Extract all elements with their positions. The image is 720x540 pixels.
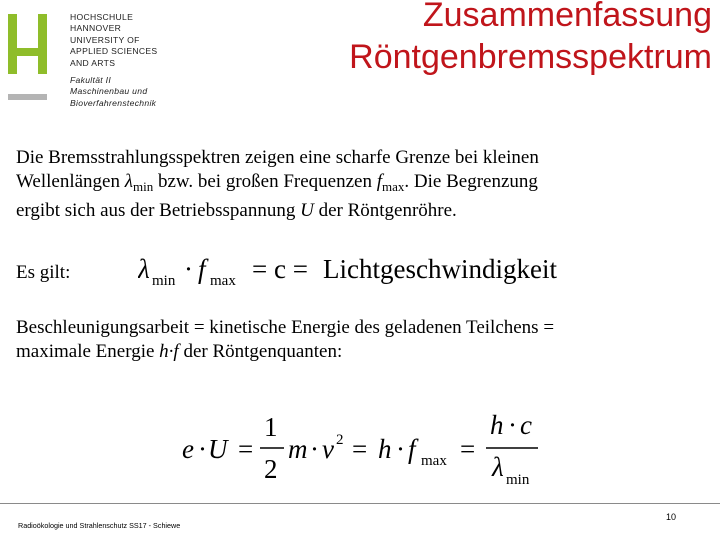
logo-line: APPLIED SCIENCES (70, 46, 158, 57)
paragraph-line (16, 170, 539, 199)
eq2-h: h (378, 434, 392, 464)
paragraph-line (16, 340, 554, 364)
equation-energy (178, 408, 548, 490)
eq-lichtgeschwindigkeit: Lichtgeschwindigkeit (323, 254, 557, 284)
hochschule-h-logo-icon (8, 14, 58, 102)
footer-divider (0, 503, 720, 504)
eq2-equals: = (238, 434, 254, 464)
eq2-one: 1 (264, 412, 278, 442)
es-gilt-label: Es gilt: (16, 262, 71, 283)
eq2-subscript-min: min (506, 472, 530, 488)
faculty-line: Fakultät II (70, 75, 112, 86)
eq-equals-c: = c = (252, 254, 308, 284)
logo-line: AND ARTS (70, 57, 116, 68)
eq2-dot: · (508, 410, 517, 440)
faculty-line: Bioverfahrenstechnik (70, 97, 157, 108)
eq2-dot: · (310, 434, 319, 464)
slide-title-line1: Zusammenfassung (422, 0, 712, 34)
text-run: der Röntgenröhre. (313, 200, 457, 221)
text-run: ergibt sich aus der Betriebsspannung (16, 200, 301, 221)
eq2-lambda: λ (492, 452, 504, 482)
eq2-subscript-max: max (421, 453, 447, 469)
faculty-line: Maschinenbau und (70, 86, 148, 97)
slide-title (349, 0, 712, 78)
hf-term: h·f (159, 341, 179, 362)
text-run: Wellenlängen (16, 171, 125, 192)
eq2-h-numerator: h (490, 410, 504, 440)
slide-title-line2: Röntgenbremsspektrum (349, 38, 712, 76)
text-run: . Die Begrenzung (404, 171, 538, 192)
paragraph-energy (16, 316, 554, 364)
eq-lambda: λ (138, 254, 150, 284)
paragraph-line (16, 199, 539, 223)
eq2-f: f (408, 434, 416, 464)
subscript-min: min (132, 179, 154, 194)
voltage-symbol: U (300, 200, 314, 221)
eq-subscript-max: max (210, 273, 236, 289)
text-run: bzw. bei großen Frequenzen (153, 171, 377, 192)
paragraph-line: Die Bremsstrahlungsspektren zeigen eine scharfe Grenze bei kleinen (16, 147, 539, 168)
frequency-symbol: f (376, 171, 383, 192)
eq2-m: m (288, 434, 308, 464)
eq-f: f (198, 254, 206, 284)
subscript-max: max (382, 179, 405, 194)
eq-dot: · (184, 254, 193, 284)
university-logo (8, 12, 178, 132)
logo-text (70, 12, 157, 109)
lambda-symbol: λ (124, 171, 133, 192)
eq2-dot: · (198, 434, 207, 464)
equation-lambda-f-c (138, 250, 598, 290)
eq2-e: e (182, 434, 194, 464)
eq2-equals: = (460, 434, 476, 464)
faculty-name (70, 75, 157, 109)
paragraph-line: Beschleunigungsarbeit = kinetische Energie des geladenen Teilchens = (16, 317, 555, 338)
eq2-square: 2 (336, 432, 344, 448)
text-run: maximale Energie (16, 341, 160, 362)
eq2-v: v (322, 434, 334, 464)
footer-course-text: Radioökologie und Strahlenschutz SS17 - Schiewe (18, 521, 181, 530)
eq2-two: 2 (264, 454, 278, 484)
logo-line: HOCHSCHULE (70, 12, 134, 22)
eq2-dot: · (396, 434, 405, 464)
eq2-U: U (208, 434, 228, 464)
eq-subscript-min: min (152, 273, 176, 289)
logo-line: HANNOVER (70, 23, 122, 34)
eq2-c: c (520, 410, 532, 440)
logo-line: UNIVERSITY OF (70, 34, 140, 45)
eq2-equals: = (352, 434, 368, 464)
page-number: 10 (666, 512, 677, 522)
text-run: der Röntgenquanten: (178, 341, 343, 362)
paragraph-spectrum-limit (16, 146, 539, 223)
